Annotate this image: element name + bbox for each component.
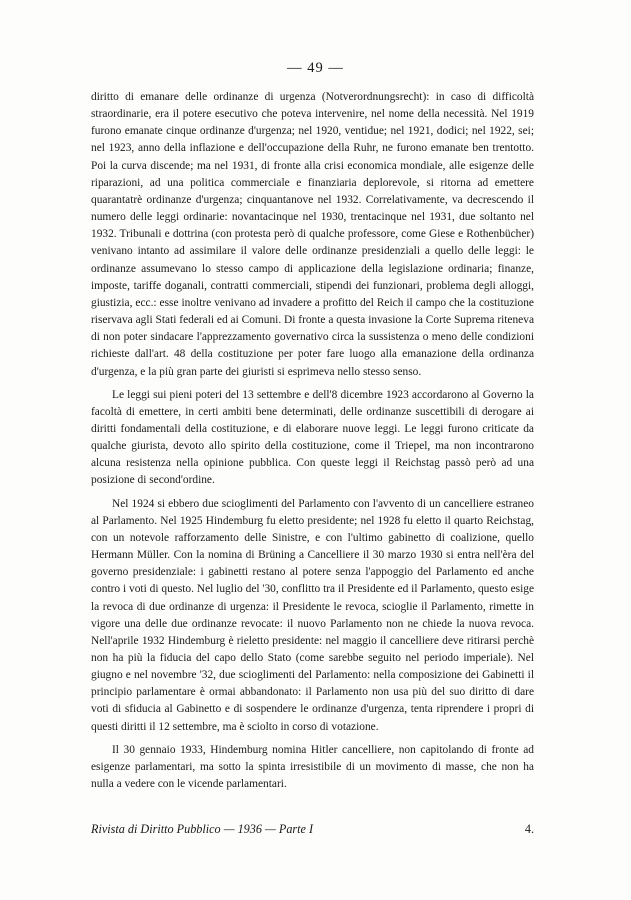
paragraph-parliament-dissolutions: Nel 1924 si ebbero due scioglimenti del Parlamento con l'avvento di un cancelliere estraneo al Parlamento. Nel 1925 Hindemburg fu eletto presidente; nel 1928 fu eletto il quarto Reichstag, con un notevole rafforzamento delle Sinistre, e con l'ultimo gabinetto di coalizione, quello Hermann Müller. Con la nomina di Brüning a Cancelliere il 30 marzo 1930 si entra nell'èra del governo presidenziale: i gabinetti restano al potere senza l'appoggio del Parlamento ed anche contro i voti di questo. Nel luglio del '30, conflitto tra il Presidente ed il Parlamento, questo esige la revoca di due ordinanze di urgenza: il Presidente le revoca, scioglie il Parlamento, rimette in vigore una delle due ordinanze revocate: il nuovo Parlamento non ne chiede la nuova revoca. Nell'aprile 1932 Hindemburg è rieletto presidente: nel maggio il cancelliere deve ritirarsi perchè non ha più la fiducia del capo dello Stato (come sarebbe seguito nel periodo imperiale). Nel giugno e nel novembre '32, due scioglimenti del Parlamento: nella composizione dei Gabinetti il principio parlamentare è ormai abbandonato: il Parlamento non usa più del suo diritto di dare voti di sfiducia al Gabinetto e di sospendere le ordinanze d'urgenza, tenta riprendere i propri di questi diritti il 12 settembre, ma è sciolto in corso di votazione.: [91, 497, 534, 733]
signature-mark: 4.: [524, 822, 534, 836]
page-number: — 49 —: [287, 60, 344, 76]
journal-citation: Rivista di Diritto Pubblico — 1936 — Parte I: [91, 822, 314, 836]
paragraph-notverordnungsrecht: diritto di emanare delle ordinanze di urgenza (Notverordnungsrecht): in caso di difficoltà straordinarie, era il potere esecutivo che poteva intervenire, nel nome della necessità. Nel 1919 furono emanate cinque ordinanze d'urgenza; nel 1920, ventidue; nel 1921, dodici; nel 1922, sei; nel 1923, anno della inflazione e dell'occupazione della Ruhr, ne furono emanate ben trentotto. Poi la curva discende; ma nel 1931, di fronte alla crisi economica mondiale, alle esigenze delle riparazioni, ad una politica commerciale e finanziaria deplorevole, si ritorna ad emettere quarantatrè ordinanze d'urgenza; cinquantanove nel 1932. Correlativamente, va decrescendo il numero delle leggi ordinarie: novantacinque nel 1930, trentacinque nel 1931, due soltanto nel 1932. Tribunali e dottrina (con protesta però di qualche professore, come Giese e Rothenbücher) venivano intanto ad assimilare il valore delle ordinanze presidenziali a quello delle leggi: le ordinanze assumevano lo stesso campo di applicazione della legislazione ordinaria; finanze, imposte, tariffe doganali, contratti commerciali, stipendi dei funzionari, problema degli alloggi, giustizia, ecc.: esse inoltre venivano ad invadere a profitto del Reich il campo che la costituzione riservava agli Stati federali ed ai Comuni. Di fronte a questa invasione la Corte Suprema riteneva di non poter sindacare l'apprezzamento governativo circa la sussistenza o meno delle condizioni richieste dall'art. 48 della costituzione per poter fare luogo alla emanazione della ordinanza d'urgenza, e la più gran parte dei giuristi si esprimeva nello stesso senso.: [91, 91, 534, 378]
paragraph-hitler-chancellor: Il 30 gennaio 1933, Hindemburg nomina Hitler cancelliere, non capitolando di fronte ad esigenze parlamentari, ma sotto la spinta irresistibile di un movimento di masse, che non ha nulla a vedere con le vicende parlamentari.: [91, 743, 534, 791]
paragraph-full-powers-laws: Le leggi sui pieni poteri del 13 settembre e dell'8 dicembre 1923 accordarono al Governo la facoltà di emettere, in certi ambiti bene determinati, delle ordinanze suscettibili di derogare ai diritti fondamentali della costituzione, e di elaborare nuove leggi. Le leggi furono criticate da qualche giurista, devoto allo spirito della costituzione, come il Triepel, ma non incontrarono alcuna resistenza nella opinione pubblica. Con queste leggi il Reichstag passò però ad una posizione di second'ordine.: [91, 388, 534, 487]
page-footer: [91, 822, 534, 840]
body-text: [91, 89, 534, 799]
